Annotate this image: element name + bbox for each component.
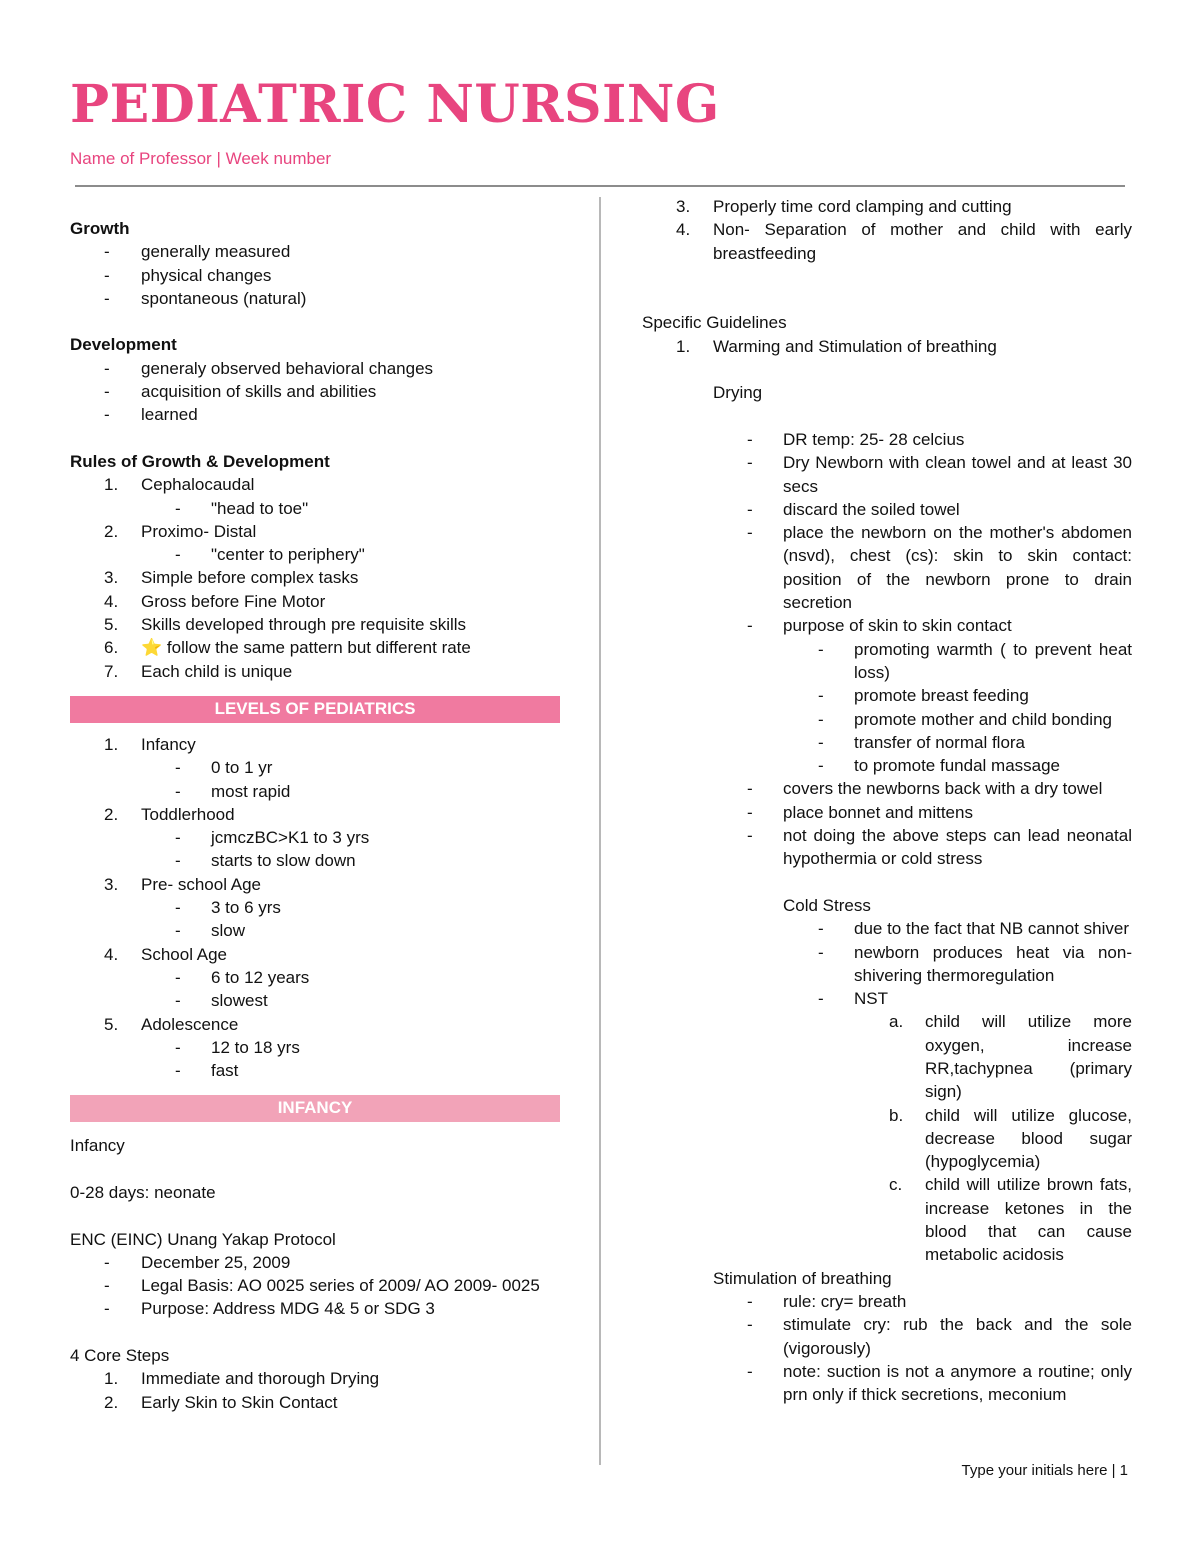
guidelines-heading: Specific Guidelines (642, 313, 787, 333)
list-item: 5. Skills developed through pre requisite skills (104, 615, 467, 635)
nst-item: a. child will utilize more oxygen, increase RR,tachypnea (primary sign) (889, 1012, 1132, 1102)
page-footer: Type your initials here | 1 (961, 1462, 1128, 1479)
rules-heading: Rules of Growth & Development (70, 451, 330, 471)
list-item: 1. Warming and Stimulation of breathing (676, 336, 997, 356)
list-subitem: - to promote fundal massage (818, 756, 1061, 776)
stimulation-heading: Stimulation of breathing (713, 1268, 892, 1288)
core-steps-heading: 4 Core Steps (70, 1346, 170, 1366)
header-divider (75, 185, 1125, 187)
list-item: 6. ⭐ follow the same pattern but different rate (104, 638, 471, 658)
right-column (642, 195, 1132, 1406)
list-subitem: - due to the fact that NB cannot shiver (818, 919, 1129, 939)
list-subitem: - 12 to 18 yrs (175, 1037, 300, 1057)
list-subitem: - promote breast feeding (818, 686, 1029, 706)
list-item: - Purpose: Address MDG 4& 5 or SDG 3 (104, 1299, 435, 1319)
list-item: - generally measured (104, 242, 291, 262)
column-divider (599, 197, 601, 1465)
list-subitem: - 3 to 6 yrs (175, 898, 281, 918)
list-subitem: - 6 to 12 years (175, 967, 310, 987)
list-item: - covers the newborns back with a dry towel (747, 779, 1103, 799)
list-item: - rule: cry= breath (747, 1291, 907, 1311)
nst-item: b. child will utilize glucose, decrease blood sugar (hypoglycemia) (889, 1105, 1132, 1172)
list-item: 3. Pre- school Age (104, 874, 262, 894)
list-item: - discard the soiled towel (747, 499, 960, 519)
list-item: 4. School Age (104, 944, 228, 964)
list-item: - learned (104, 405, 198, 425)
list-subitem: - promote mother and child bonding (818, 709, 1112, 729)
list-subitem: - slow (175, 921, 246, 941)
list-subitem: - transfer of normal flora (818, 732, 1026, 752)
nst-item: c. child will utilize brown fats, increase ketones in the blood that can cause metabolic acidosis (889, 1175, 1132, 1265)
list-item: - Legal Basis: AO 0025 series of 2009/ AO 2009- 0025 (104, 1276, 540, 1296)
list-item: - place bonnet and mittens (747, 802, 973, 822)
list-item: 2. Toddlerhood (104, 804, 235, 824)
list-item: - DR temp: 25- 28 celcius (747, 429, 965, 449)
list-item: 5. Adolescence (104, 1014, 239, 1034)
list-item: 1. Immediate and thorough Drying (104, 1369, 380, 1389)
list-subitem: - starts to slow down (175, 851, 356, 871)
list-item: 2. Early Skin to Skin Contact (104, 1392, 338, 1412)
enc-heading: ENC (EINC) Unang Yakap Protocol (70, 1229, 336, 1249)
list-item: - acquisition of skills and abilities (104, 382, 377, 402)
list-item: - purpose of skin to skin contact (747, 616, 1012, 636)
list-item: 7. Each child is unique (104, 661, 293, 681)
cold-stress-heading: Cold Stress (783, 895, 871, 915)
list-item: 4. Gross before Fine Motor (104, 591, 326, 611)
list-subitem: - promoting warmth ( to prevent heat loss) (818, 639, 1132, 682)
levels-section-band: LEVELS OF PEDIATRICS (70, 696, 560, 723)
list-subitem: - newborn produces heat via non-shivering thermoregulation (818, 942, 1132, 985)
list-item: - Dry Newborn with clean towel and at least 30 secs (747, 453, 1132, 496)
list-item: - December 25, 2009 (104, 1252, 291, 1272)
list-subitem: - fast (175, 1061, 239, 1081)
list-item: 1. Infancy (104, 734, 196, 754)
list-item: 4. Non- Separation of mother and child with early breastfeeding (676, 220, 1132, 263)
list-item: 3. Properly time cord clamping and cutting (676, 197, 1012, 216)
drying-label: Drying (713, 383, 763, 403)
growth-heading: Growth (70, 219, 130, 238)
list-subitem: - jcmczBC>K1 to 3 yrs (175, 828, 370, 848)
list-item: 1. Cephalocaudal (104, 475, 255, 495)
list-item: - place the newborn on the mother's abdomen (nsvd), chest (cs): skin to skin contact: position of the newborn prone to drain secretion (747, 523, 1132, 613)
development-heading: Development (70, 335, 177, 355)
list-item: - physical changes (104, 265, 272, 285)
infancy-section-band: INFANCY (70, 1095, 560, 1122)
list-item: 3. Simple before complex tasks (104, 568, 359, 588)
list-item: - note: suction is not a anymore a routine; only prn only if thick secretions, meconium (747, 1361, 1132, 1405)
list-item: - generaly observed behavioral changes (104, 358, 434, 378)
document-subtitle: Name of Professor | Week number (70, 149, 332, 168)
list-item: 2. Proximo- Distal (104, 521, 257, 541)
list-subitem: - most rapid (175, 781, 291, 801)
document-title: PEDIATRIC NURSING (70, 74, 720, 135)
list-item: - spontaneous (natural) (104, 288, 307, 308)
list-subitem: - slowest (175, 991, 268, 1011)
list-subitem: - "head to toe" (175, 498, 309, 518)
list-subitem: - NST (818, 989, 888, 1009)
list-subitem: - 0 to 1 yr (175, 758, 273, 778)
neonate-label: 0-28 days: neonate (70, 1182, 216, 1202)
list-item: - stimulate cry: rub the back and the sole (vigorously) (747, 1315, 1132, 1358)
infancy-label: Infancy (70, 1136, 125, 1156)
left-column (70, 217, 560, 1414)
list-item: - not doing the above steps can lead neonatal hypothermia or cold stress (747, 826, 1132, 869)
list-subitem: - "center to periphery" (175, 545, 365, 565)
